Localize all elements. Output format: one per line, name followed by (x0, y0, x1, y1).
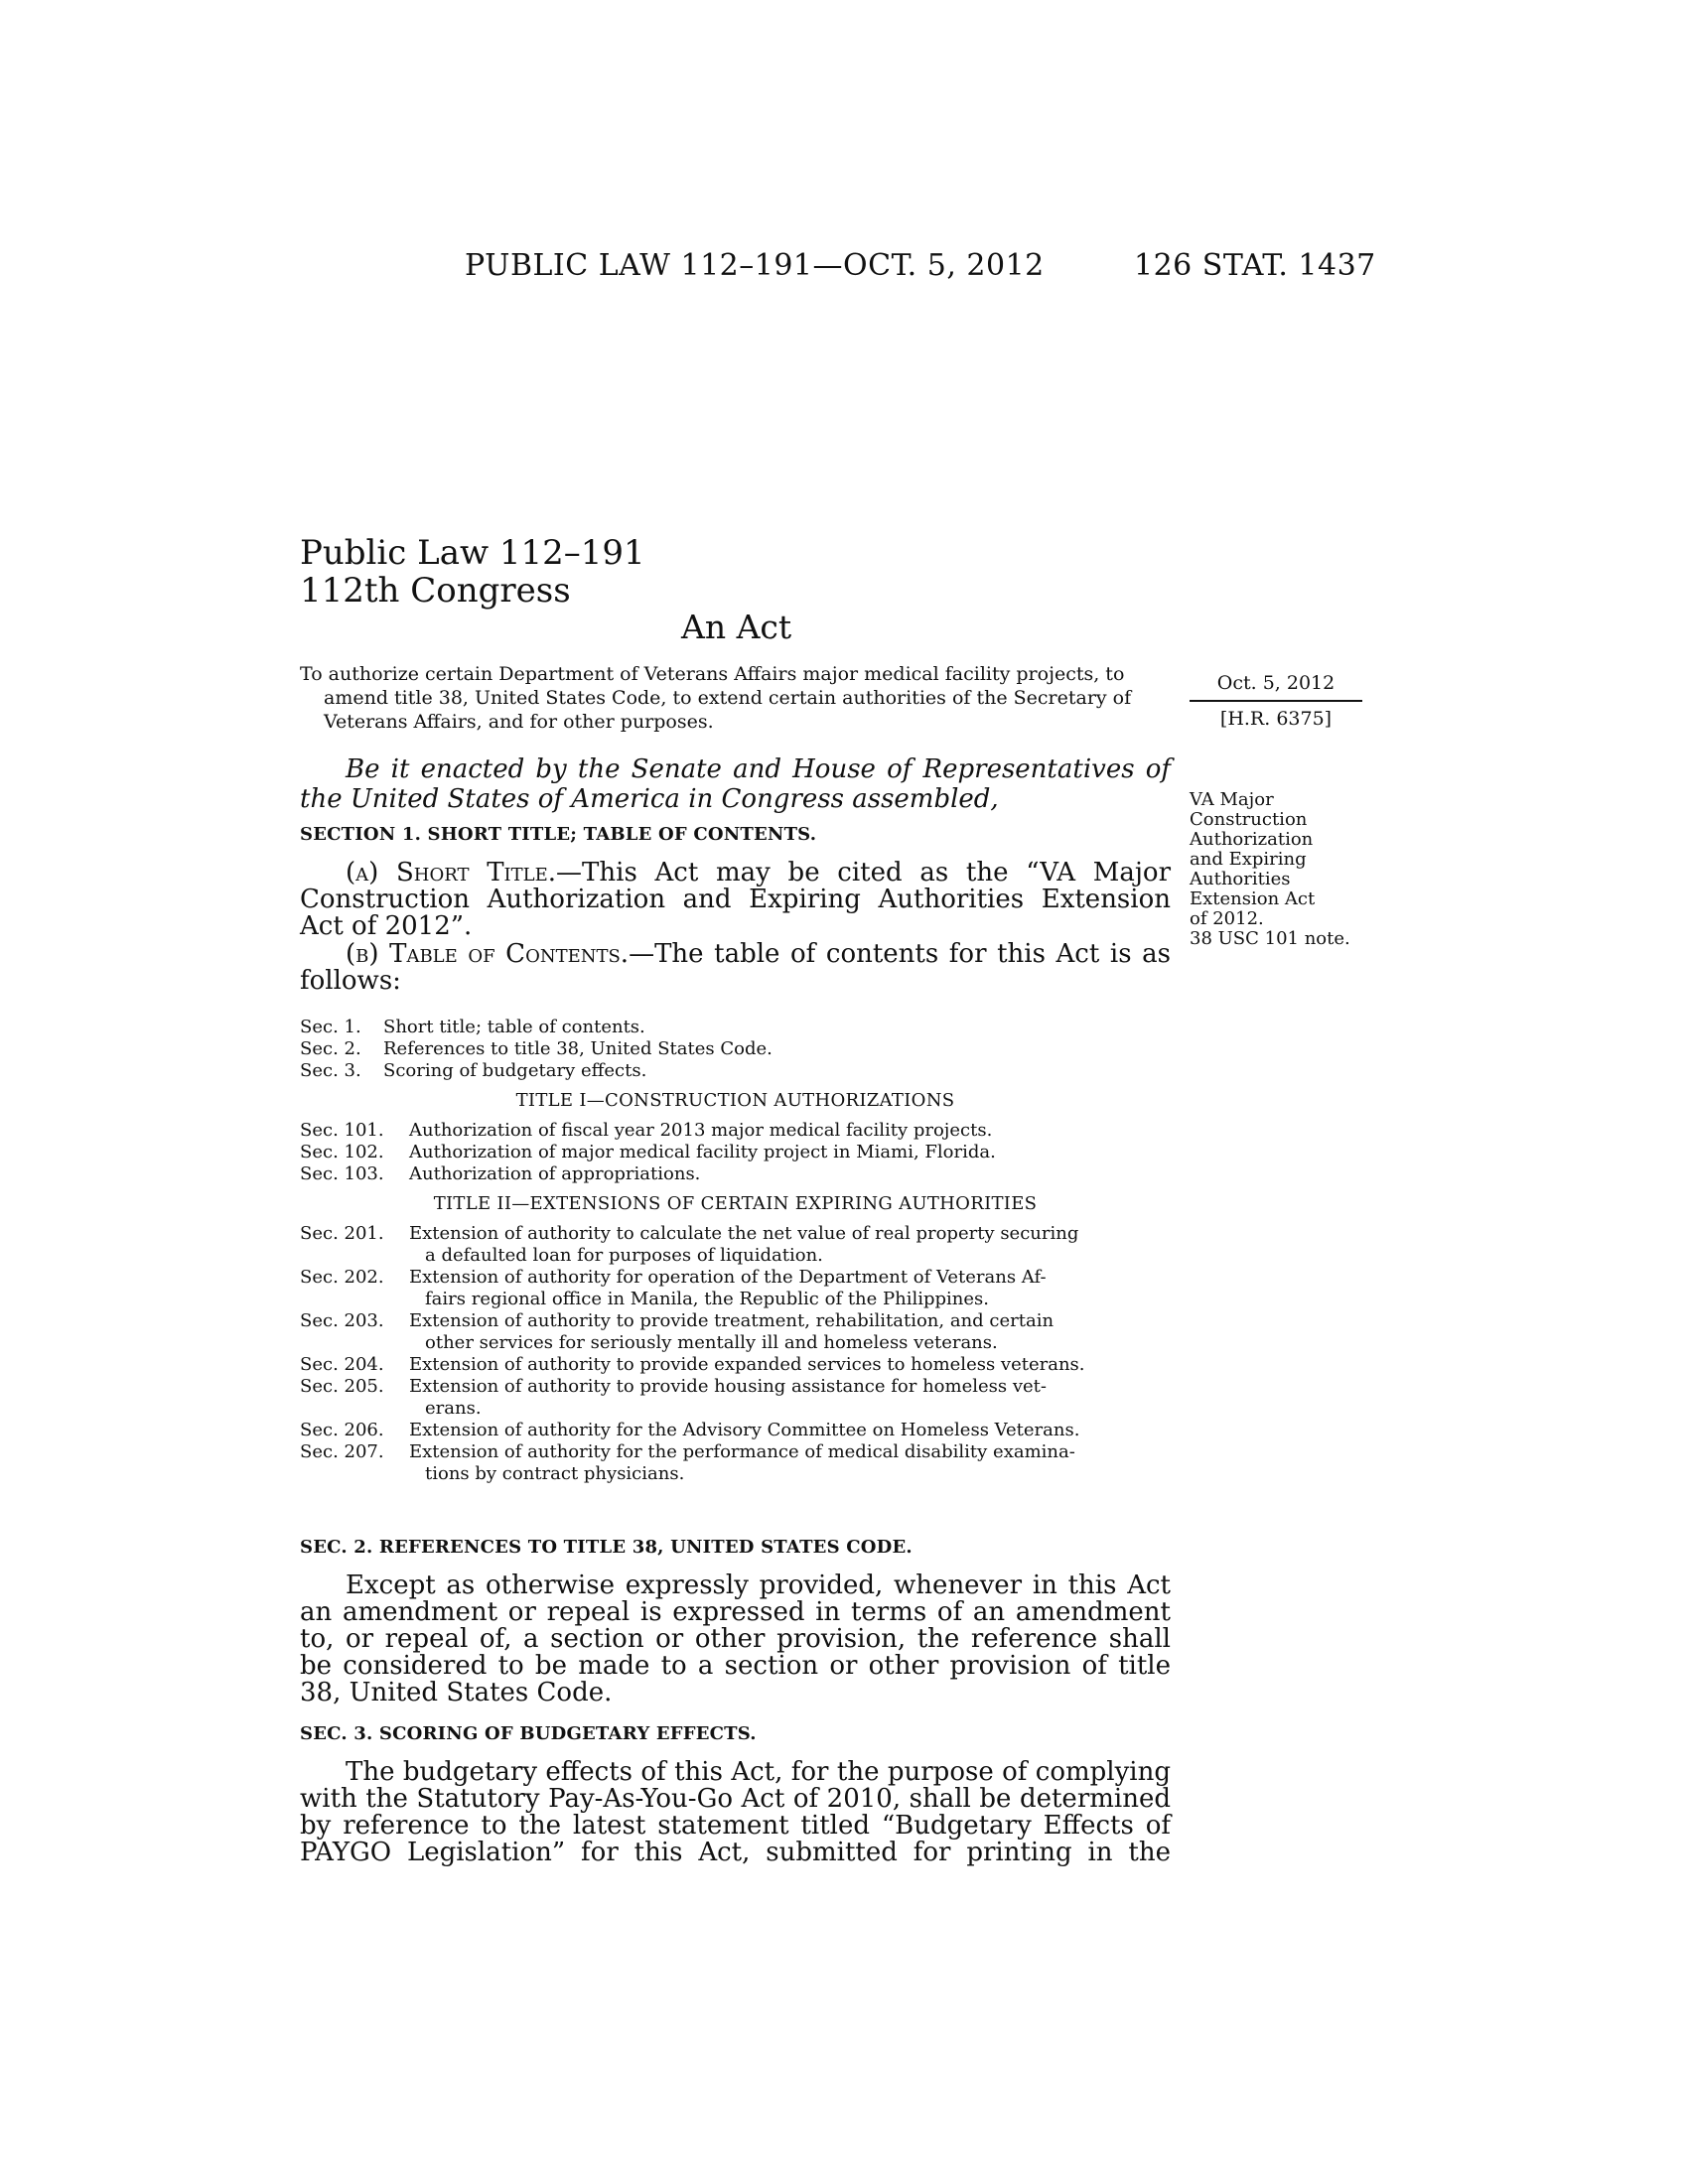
toc-line: erans. (425, 1398, 482, 1419)
enactment-date: Oct. 5, 2012 (1216, 672, 1336, 694)
toc-sec-number: Sec. 207. (300, 1441, 384, 1462)
section-1-a-label: (a) Short Title. (346, 858, 557, 887)
toc-line: Extension of authority to provide treatment, rehabilitation, and certain (409, 1310, 1055, 1331)
toc-sec-text (409, 1310, 1171, 1354)
toc-row (300, 1267, 1171, 1310)
toc-sec-text: Authorization of major medical facility project in Miami, Florida. (409, 1142, 996, 1162)
section-3-text: The budgetary effects of this Act, for the purpose of complying with the Statutory Pay-As-You-Go Act of 2010, shall be determined by reference to the latest statement titled “Budgetary Effects of PAYGO Legislation” for this Act, submitted for printing in the (300, 1757, 1171, 1867)
toc-sec-number: Sec. 203. (300, 1310, 384, 1331)
section-1-a-text: —This Act may be cited as the “VA Major Construction Authorization and Expiring Authorities Extension Act of 2012”. (300, 858, 1172, 941)
section-1-b-label: (b) Table of Contents. (346, 939, 630, 969)
toc-row (300, 1060, 1171, 1082)
toc-sec-number: Sec. 101. (300, 1120, 384, 1141)
toc-row (300, 1163, 1171, 1185)
enacting-clause: Be it enacted by the Senate and House of Representatives of the United States of America in Congress assembled, (300, 754, 1171, 814)
toc-sec-text: Scoring of budgetary effects. (383, 1060, 647, 1081)
toc-row (300, 1376, 1171, 1420)
margin-note (1190, 790, 1388, 949)
toc-row (300, 1223, 1171, 1267)
toc-sec-number: Sec. 2. (300, 1038, 361, 1059)
section-1-b-text: —The table of contents for this Act is as follows: (300, 939, 1171, 996)
section-1-heading: SECTION 1. SHORT TITLE; TABLE OF CONTENTS. (300, 824, 817, 845)
toc-sec-text: Short title; table of contents. (383, 1017, 645, 1037)
toc-sec-text (409, 1223, 1171, 1267)
running-header-left: PUBLIC LAW 112–191—OCT. 5, 2012 (465, 248, 1045, 283)
section-3-heading: SEC. 3. SCORING OF BUDGETARY EFFECTS. (300, 1723, 757, 1744)
toc-title-1: TITLE I—CONSTRUCTION AUTHORIZATIONS (515, 1090, 955, 1111)
toc-line: Extension of authority for the performance of medical disability examina- (409, 1441, 1075, 1462)
congress-number: 112th Congress (300, 571, 571, 611)
toc-sec-number: Sec. 202. (300, 1267, 384, 1288)
law-number: Public Law 112–191 (300, 533, 645, 573)
section-2-text: Except as otherwise expressly provided, whenever in this Act an amendment or repeal is expressed in terms of an amendment to, or repeal of, a section or other provision, the reference shall be considered to be made to a section or other provision of title 38, United States Code. (300, 1570, 1171, 1707)
toc-line: Extension of authority to provide housing assistance for homeless vet- (409, 1376, 1047, 1397)
toc-sec-number: Sec. 3. (300, 1060, 361, 1081)
toc-sec-number: Sec. 201. (300, 1223, 384, 1244)
toc-row (300, 1120, 1171, 1142)
table-of-contents (300, 1017, 1171, 1485)
toc-sec-number: Sec. 206. (300, 1420, 384, 1440)
toc-row (300, 1420, 1171, 1441)
toc-sec-text: Authorization of appropriations. (409, 1163, 701, 1184)
toc-sec-text (409, 1441, 1171, 1485)
margin-note-line: Authorization (1190, 829, 1314, 850)
margin-note-line: Extension Act (1190, 888, 1316, 909)
toc-row (300, 1441, 1171, 1485)
toc-sec-text (409, 1376, 1171, 1420)
toc-line: Extension of authority to provide expanded services to homeless veterans. (409, 1354, 1085, 1375)
toc-sec-number: Sec. 204. (300, 1354, 384, 1375)
toc-sec-text: Authorization of fiscal year 2013 major medical facility projects. (409, 1120, 993, 1141)
toc-sec-text: References to title 38, United States Code. (383, 1038, 773, 1059)
enactment-rule (1190, 700, 1362, 702)
toc-line: a defaulted loan for purposes of liquidation. (425, 1245, 823, 1266)
toc-sec-number: Sec. 102. (300, 1142, 384, 1162)
toc-row (300, 1310, 1171, 1354)
toc-row (300, 1017, 1171, 1038)
toc-line: Extension of authority for the Advisory Committee on Homeless Veterans. (409, 1420, 1080, 1440)
toc-sec-number: Sec. 1. (300, 1017, 361, 1037)
bill-number: [H.R. 6375] (1219, 708, 1333, 730)
toc-line: Extension of authority for operation of the Department of Veterans Af- (409, 1267, 1047, 1288)
toc-sec-text (409, 1267, 1171, 1310)
toc-sec-number: Sec. 103. (300, 1163, 384, 1184)
section-1-b (300, 941, 1171, 995)
margin-note-line: of 2012. (1190, 908, 1264, 929)
section-1-a (300, 860, 1171, 940)
enactment-box (1190, 672, 1362, 730)
law-identity (300, 534, 645, 610)
margin-note-line: VA Major (1190, 789, 1274, 810)
running-header-page: 126 STAT. 1437 (1134, 248, 1376, 283)
toc-title-2: TITLE II—EXTENSIONS OF CERTAIN EXPIRING AUTHORITIES (433, 1193, 1038, 1214)
act-purpose: To authorize certain Department of Veterans Affairs major medical facility projects, to amend title 38, United States Code, to extend certain authorities of the Secretary of Veterans Affairs, and for other purposes. (300, 663, 1132, 733)
margin-note-line: Authorities (1190, 869, 1291, 889)
margin-note-line: and Expiring (1190, 849, 1307, 870)
margin-note-line: 38 USC 101 note. (1190, 928, 1350, 949)
toc-sec-number: Sec. 205. (300, 1376, 384, 1397)
toc-line: fairs regional office in Manila, the Republic of the Philippines. (425, 1289, 990, 1309)
toc-sec-text (409, 1420, 1171, 1441)
toc-line: tions by contract physicians. (425, 1463, 685, 1484)
toc-row (300, 1038, 1171, 1060)
toc-row (300, 1142, 1171, 1163)
section-2-heading: SEC. 2. REFERENCES TO TITLE 38, UNITED STATES CODE. (300, 1537, 913, 1558)
toc-line: Extension of authority to calculate the net value of real property securing (409, 1223, 1079, 1244)
margin-note-line: Construction (1190, 809, 1308, 830)
toc-line: other services for seriously mentally ill and homeless veterans. (425, 1332, 998, 1353)
act-heading: An Act (681, 608, 792, 646)
toc-row (300, 1354, 1171, 1376)
toc-sec-text (409, 1354, 1171, 1376)
